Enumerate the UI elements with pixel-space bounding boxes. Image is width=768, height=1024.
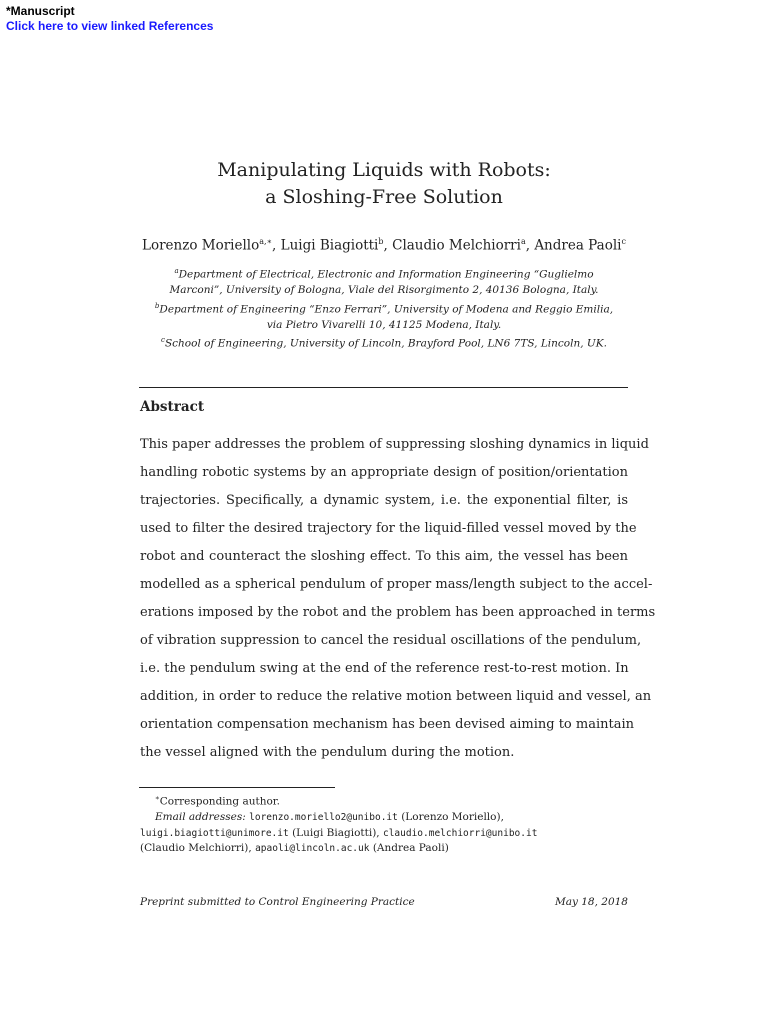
author-name: Claudio Melchiorri [392, 237, 521, 254]
corresponding-mark: ∗ [155, 794, 160, 802]
email-line [140, 810, 628, 826]
affiliation-text: Department of Engineering “Enzo Ferrari”, University of Modena and Reggio Emilia, [159, 303, 614, 316]
affiliation-mark: a [174, 267, 179, 275]
email-address[interactable]: lorenzo.moriello2@unibo.it [249, 812, 398, 823]
preprint-date: May 18, 2018 [554, 896, 628, 908]
affiliation-line [120, 333, 648, 352]
abstract-line: erations imposed by the robot and the problem has been approached in terms [140, 605, 656, 620]
footnotes [140, 791, 628, 857]
affiliation-mark: b [154, 301, 160, 310]
author-name: Lorenzo Moriello [142, 237, 260, 254]
email-address[interactable]: apaoli@lincoln.ac.uk [255, 843, 370, 854]
abstract-line: the vessel aligned with the pendulum during the motion. [140, 745, 515, 760]
affiliation-line [120, 283, 648, 299]
email-label: Email addresses: [155, 811, 246, 823]
author-affil-mark: a,∗ [259, 237, 273, 246]
footnote-rule [139, 787, 335, 788]
affiliation-line [120, 318, 648, 334]
affiliation-text: School of Engineering, University of Lincoln, Brayford Pool, LN6 7TS, Lincoln, UK. [164, 337, 607, 350]
email-owner: (Claudio Melchiorri), [140, 842, 252, 854]
manuscript-header [6, 4, 213, 34]
email-owner: (Andrea Paoli) [372, 842, 449, 854]
page-footer [140, 896, 628, 908]
email-owner: (Lorenzo Moriello), [401, 811, 504, 823]
abstract-top-rule [139, 387, 628, 388]
author-list: Lorenzo Moriello$^{a,∗}$, Luigi Biagiotti$^b$, Claudio Melchiorri$^a$, Andrea Paoli$^c$ [142, 237, 626, 254]
title-line-2: a Sloshing-Free Solution [265, 186, 503, 208]
abstract-line: orientation compensation mechanism has been devised aiming to maintain [140, 717, 634, 732]
affiliations [120, 264, 648, 352]
author-name: Andrea Paoli [534, 237, 622, 254]
affiliation-text: Marconi”, University of Bologna, Viale del Risorgimento 2, 40136 Bologna, Italy. [169, 284, 599, 297]
author-affil-mark: b [378, 237, 384, 246]
abstract-line: handling robotic systems by an appropriate design of position/orientation [140, 465, 628, 480]
abstract-line: used to filter the desired trajectory for the liquid-filled vessel moved by the [140, 521, 637, 536]
email-line [140, 826, 628, 842]
abstract-line: of vibration suppression to cancel the residual oscillations of the pendulum, [140, 633, 642, 648]
email-address[interactable]: claudio.melchiorri@unibo.it [382, 827, 538, 839]
abstract-line: trajectories. Specifically, a dynamic system, i.e. the exponential filter, is [140, 493, 628, 508]
abstract-heading: Abstract [140, 399, 205, 415]
email-owner: (Luigi Biagiotti), [292, 826, 380, 839]
preprint-note: Preprint submitted to Control Engineering Practice [140, 896, 415, 908]
corresponding-author-note [140, 791, 628, 810]
abstract-body [140, 431, 656, 767]
affiliation-text: Department of Electrical, Electronic and Information Engineering “Guglielmo [178, 268, 594, 281]
affiliation-line [120, 299, 648, 318]
abstract-line: This paper addresses the problem of suppressing sloshing dynamics in liquid [140, 437, 649, 452]
affiliation-text: via Pietro Vivarelli 10, 41125 Modena, Italy. [266, 318, 502, 331]
manuscript-label: *Manuscript [6, 4, 75, 18]
email-address[interactable]: luigi.biagiotti@unimore.it [140, 827, 289, 839]
affiliation-line [120, 264, 648, 283]
author-affil-mark: c [621, 237, 626, 246]
author-affil-mark: a [520, 237, 526, 246]
abstract-line: addition, in order to reduce the relative motion between liquid and vessel, an [140, 689, 652, 704]
title-line-1: Manipulating Liquids with Robots: [217, 159, 551, 181]
abstract-line: modelled as a spherical pendulum of proper mass/length subject to the accel- [140, 577, 653, 592]
paper-title [140, 157, 628, 211]
abstract-line: robot and counteract the sloshing effect. To this aim, the vessel has been [140, 549, 628, 564]
corresponding-text: Corresponding author. [159, 795, 280, 808]
abstract-line: i.e. the pendulum swing at the end of the reference rest-to-rest motion. In [140, 661, 629, 676]
affiliation-mark: c [161, 336, 165, 345]
email-line [140, 841, 628, 857]
author-name: Luigi Biagiotti [280, 237, 379, 254]
linked-references-link[interactable]: Click here to view linked References [6, 19, 214, 33]
